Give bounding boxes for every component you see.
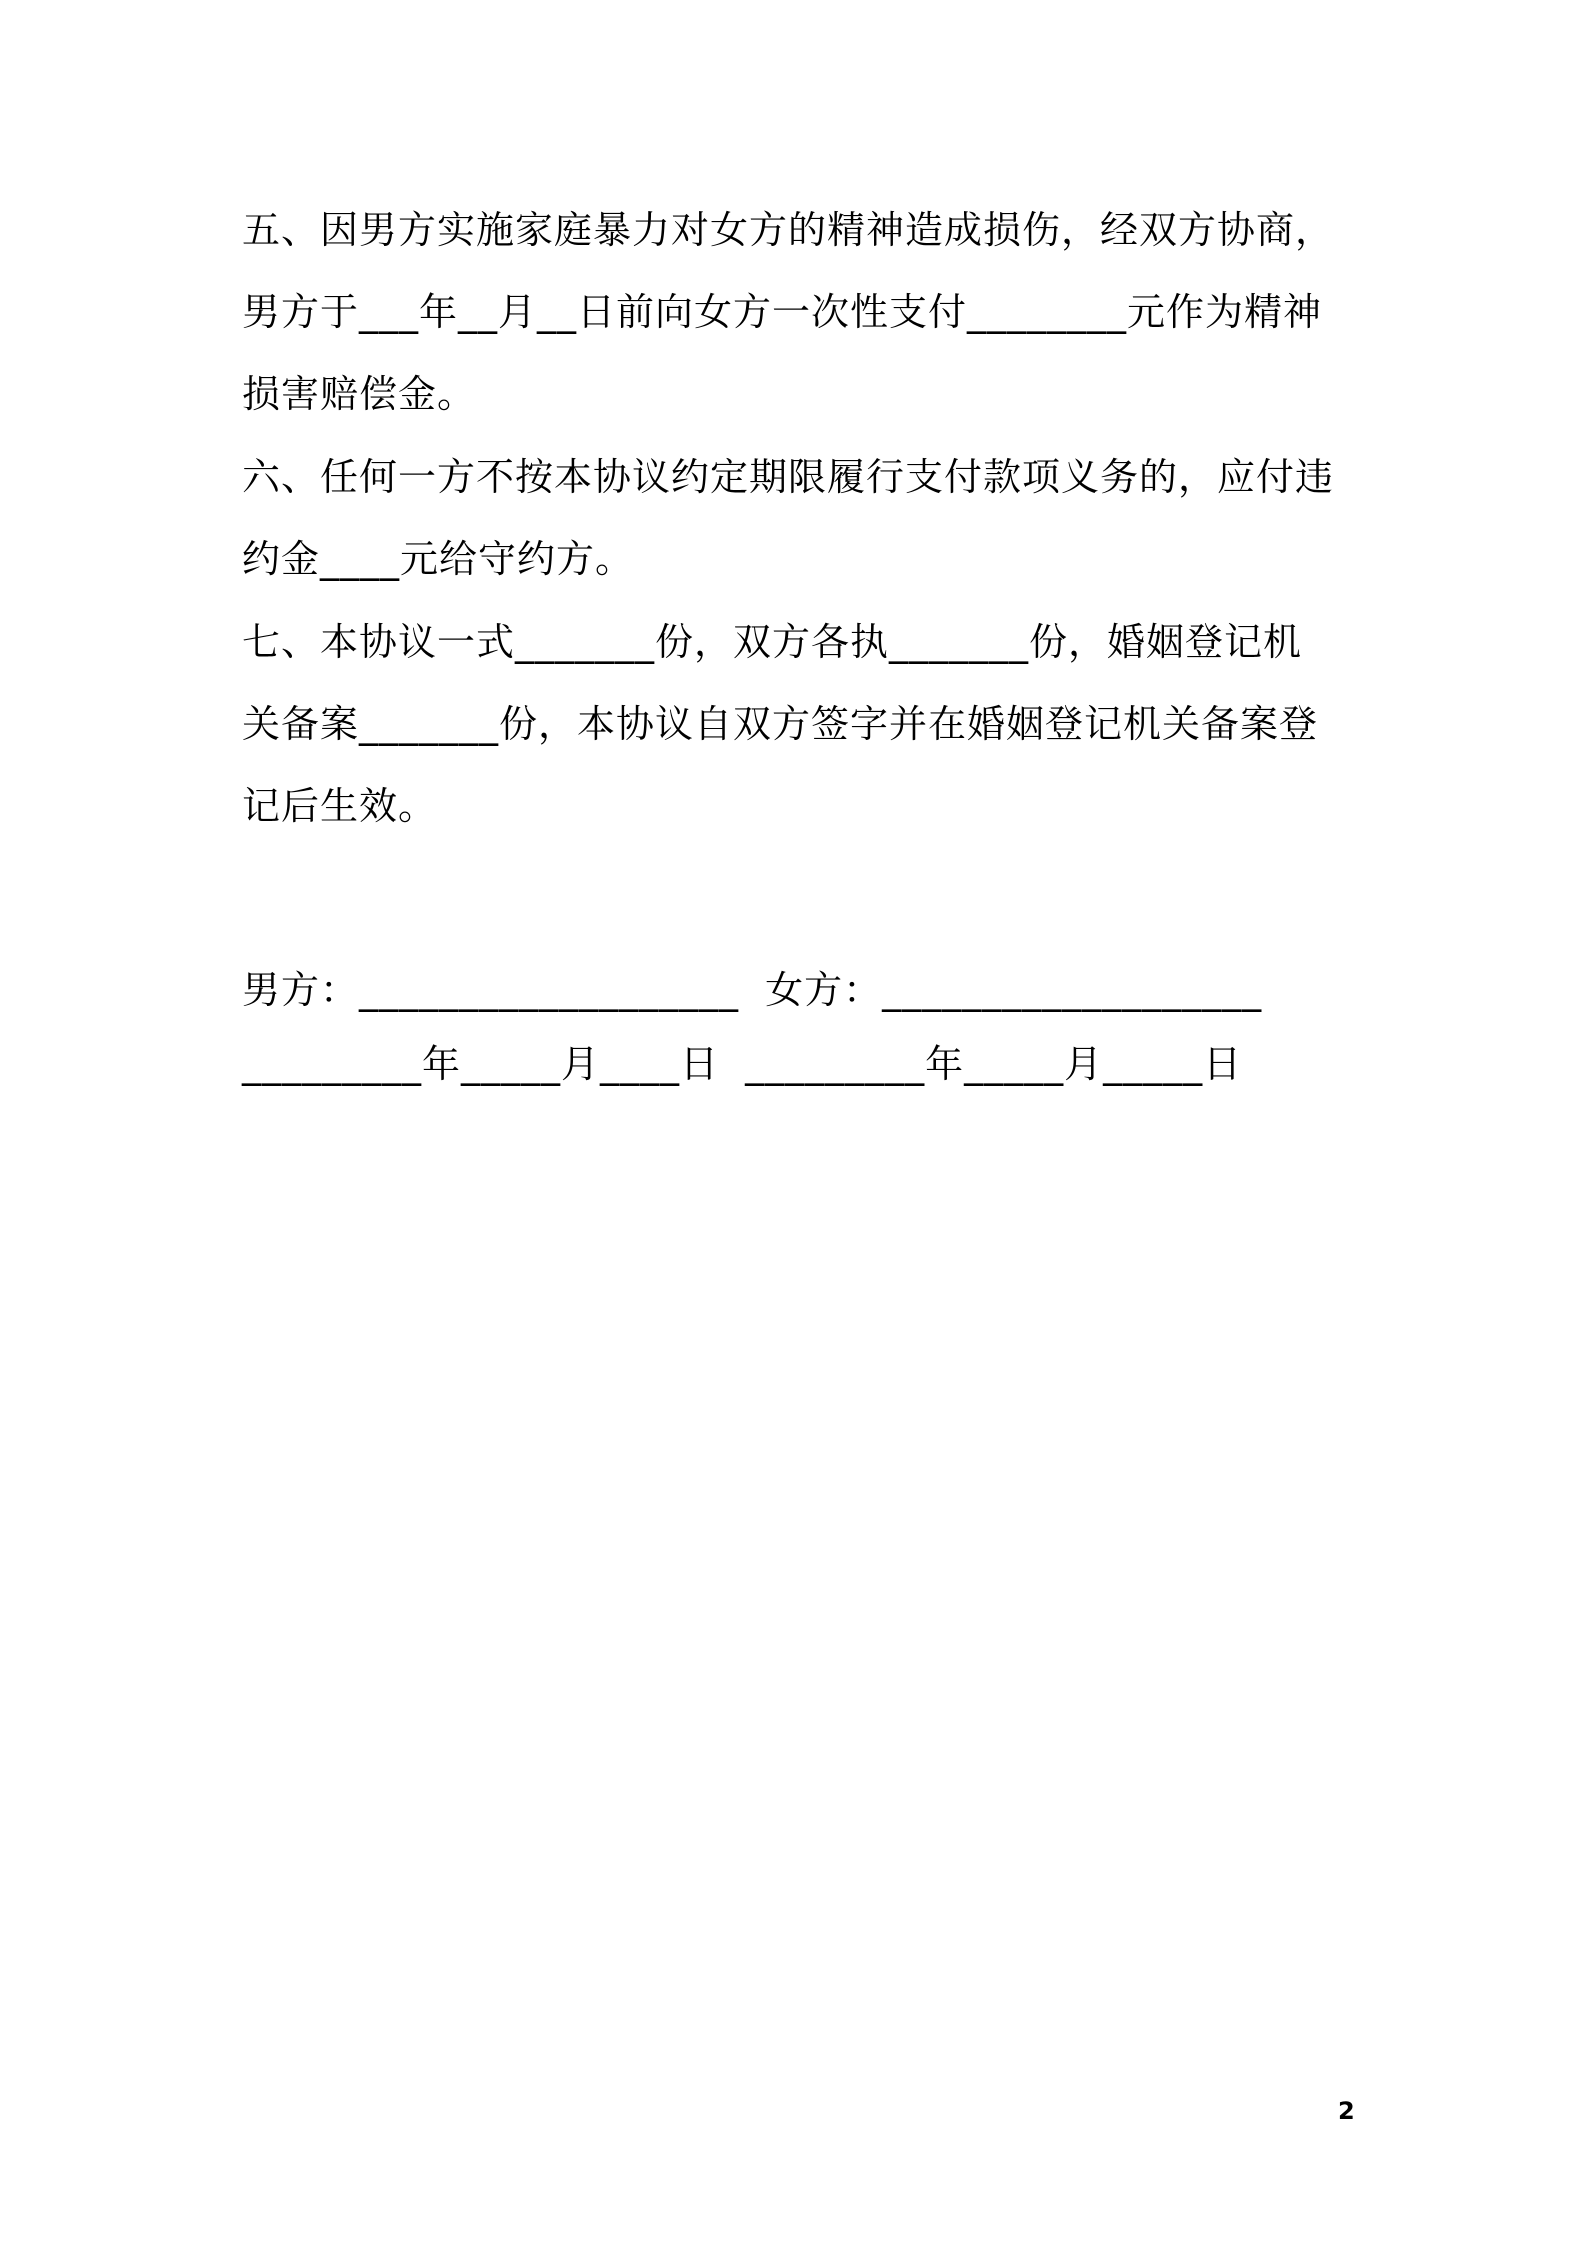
signature-line: 男方：___________________ 女方：___________________ <box>242 968 1263 1012</box>
clause-7-line-1: 七、本协议一式_______份，双方各执_______份，婚姻登记机 <box>242 620 1303 664</box>
clause-5-line-3: 损害赔偿金。 <box>242 372 477 416</box>
clause-5-line-2: 男方于___年__月__日前向女方一次性支付________元作为精神 <box>242 290 1323 334</box>
signature-date-line: _________年_____月____日 _________年_____月_____日 <box>242 1042 1243 1086</box>
clause-7-line-2: 关备案_______份，本协议自双方签字并在婚姻登记机关备案登 <box>242 702 1319 746</box>
clause-5-line-1: 五、因男方实施家庭暴力对女方的精神造成损伤，经双方协商， <box>242 208 1335 252</box>
clause-7-line-3: 记后生效。 <box>242 784 438 828</box>
page-number: 2 <box>1338 2097 1355 2125</box>
clause-6-line-2: 约金____元给守约方。 <box>242 537 635 581</box>
clause-6-line-1: 六、任何一方不按本协议约定期限履行支付款项义务的，应付违 <box>242 455 1335 499</box>
